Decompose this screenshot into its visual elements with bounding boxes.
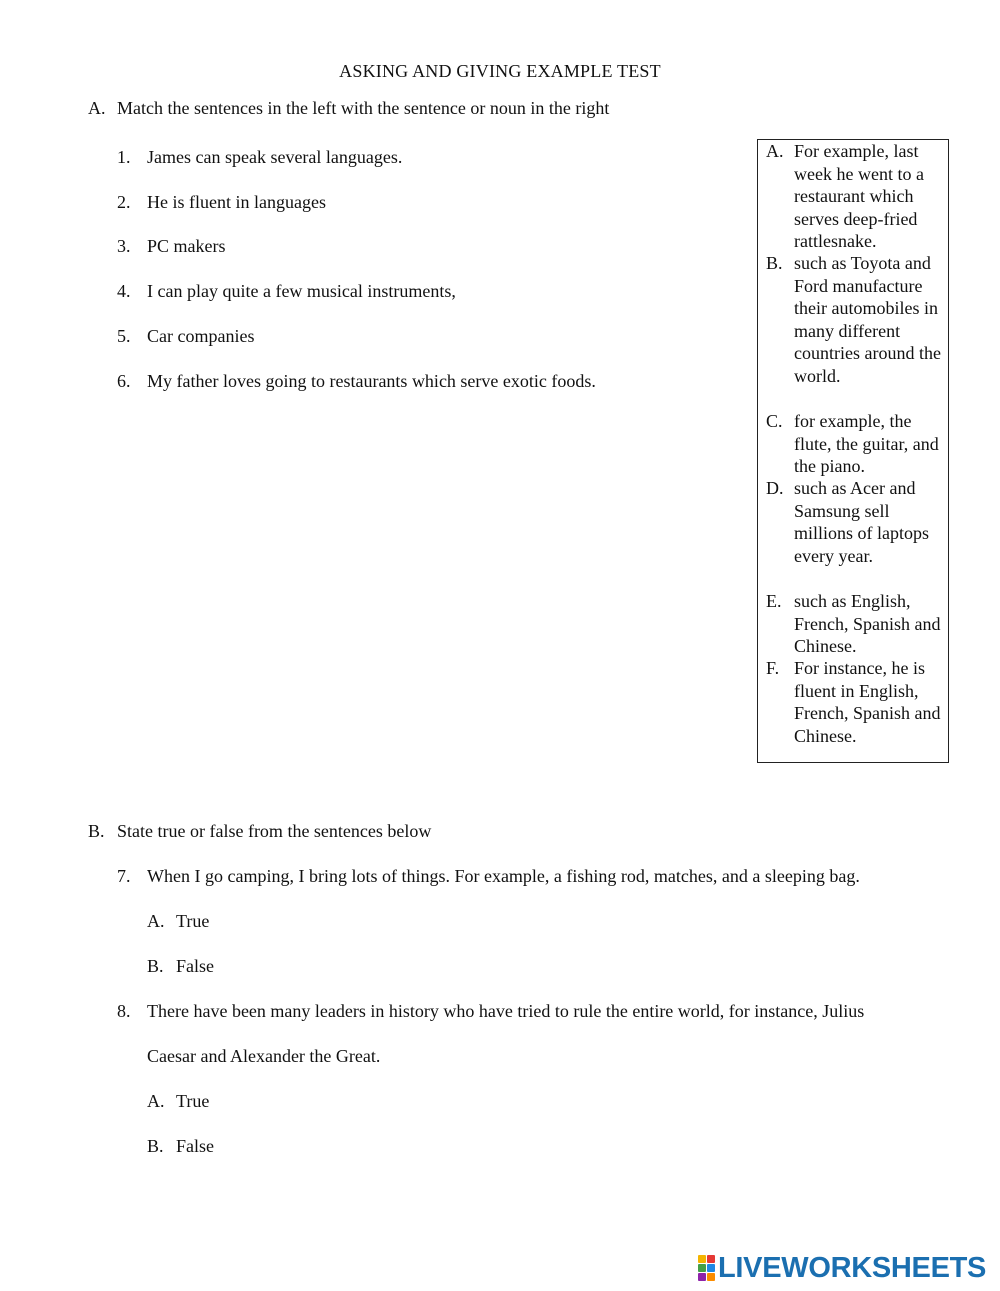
question-8: [117, 1000, 864, 1022]
logo-wordmark: LIVEWORKSHEETS: [718, 1252, 987, 1284]
match-option-c: [766, 410, 944, 478]
question-7: [117, 865, 860, 887]
page-title: ASKING AND GIVING EXAMPLE TEST: [339, 61, 661, 81]
match-item-4: [117, 280, 456, 302]
match-option-text: such as Acer and Samsung sell millions of laptops every year.: [794, 478, 929, 566]
match-option-b: [766, 252, 944, 388]
liveworksheets-logo-icon: [698, 1255, 715, 1281]
match-option-letter: F.: [766, 658, 780, 678]
match-item-text: He is fluent in languages: [147, 192, 326, 212]
match-item-text: PC makers: [147, 236, 226, 256]
match-option-a: [766, 140, 944, 253]
match-option-text: for example, the flute, the guitar, and the piano.: [794, 411, 939, 477]
match-item-3: [117, 235, 226, 257]
match-options-box: [757, 139, 949, 763]
match-option-letter: A.: [766, 141, 784, 161]
match-item-number: 3.: [117, 236, 131, 256]
match-item-text: I can play quite a few musical instruments,: [147, 281, 456, 301]
liveworksheets-logo: [698, 1253, 986, 1283]
logo-square-icon: [698, 1273, 706, 1281]
match-option-letter: D.: [766, 478, 784, 498]
section-a-instruction: Match the sentences in the left with the sentence or noun in the right: [117, 98, 610, 118]
choice-letter: B.: [147, 1136, 164, 1156]
question-7-choice-b[interactable]: [147, 955, 214, 977]
match-option-d: [766, 477, 944, 567]
section-b-heading: [88, 820, 431, 842]
logo-square-icon: [707, 1264, 715, 1272]
match-option-letter: C.: [766, 411, 783, 431]
choice-text: True: [176, 1091, 210, 1111]
match-option-text: such as Toyota and Ford manufacture their automobiles in many different countries around the world.: [794, 253, 941, 386]
choice-text: False: [176, 1136, 214, 1156]
logo-square-icon: [698, 1255, 706, 1263]
logo-square-icon: [707, 1273, 715, 1281]
match-item-text: My father loves going to restaurants which serve exotic foods.: [147, 371, 596, 391]
question-text: When I go camping, I bring lots of things. For example, a fishing rod, matches, and a sleeping bag.: [147, 866, 860, 886]
section-b-label: B.: [88, 821, 105, 841]
section-a-heading: [88, 97, 609, 119]
match-item-number: 5.: [117, 326, 131, 346]
choice-letter: A.: [147, 1091, 165, 1111]
match-item-2: [117, 191, 326, 213]
question-number: 7.: [117, 866, 131, 886]
match-item-number: 6.: [117, 371, 131, 391]
match-item-6: [117, 370, 596, 392]
question-8-choice-b[interactable]: [147, 1135, 214, 1157]
question-8-choice-a[interactable]: [147, 1090, 209, 1112]
match-item-text: Car companies: [147, 326, 255, 346]
question-number: 8.: [117, 1001, 131, 1021]
question-7-choice-a[interactable]: [147, 910, 209, 932]
logo-square-icon: [698, 1264, 706, 1272]
choice-letter: A.: [147, 911, 165, 931]
question-8-continuation: [147, 1045, 380, 1067]
match-option-e: [766, 590, 944, 658]
choice-text: True: [176, 911, 210, 931]
question-text-continuation: Caesar and Alexander the Great.: [147, 1046, 381, 1066]
match-item-5: [117, 325, 254, 347]
match-item-number: 4.: [117, 281, 131, 301]
choice-letter: B.: [147, 956, 164, 976]
match-item-text: James can speak several languages.: [147, 147, 403, 167]
question-text: There have been many leaders in history who have tried to rule the entire world, for instance, Julius: [147, 1001, 865, 1021]
choice-text: False: [176, 956, 214, 976]
match-option-text: For example, last week he went to a restaurant which serves deep-fried rattlesnake.: [794, 141, 924, 252]
match-option-text: such as English, French, Spanish and Chinese.: [794, 591, 941, 657]
match-item-number: 2.: [117, 192, 131, 212]
match-option-text: For instance, he is fluent in English, French, Spanish and Chinese.: [794, 658, 941, 746]
section-b-instruction: State true or false from the sentences below: [117, 821, 432, 841]
match-item-1: [117, 146, 402, 168]
match-option-letter: E.: [766, 591, 782, 611]
match-option-f: [766, 657, 944, 747]
match-item-number: 1.: [117, 147, 131, 167]
logo-square-icon: [707, 1255, 715, 1263]
section-a-label: A.: [88, 98, 106, 118]
match-option-letter: B.: [766, 253, 783, 273]
